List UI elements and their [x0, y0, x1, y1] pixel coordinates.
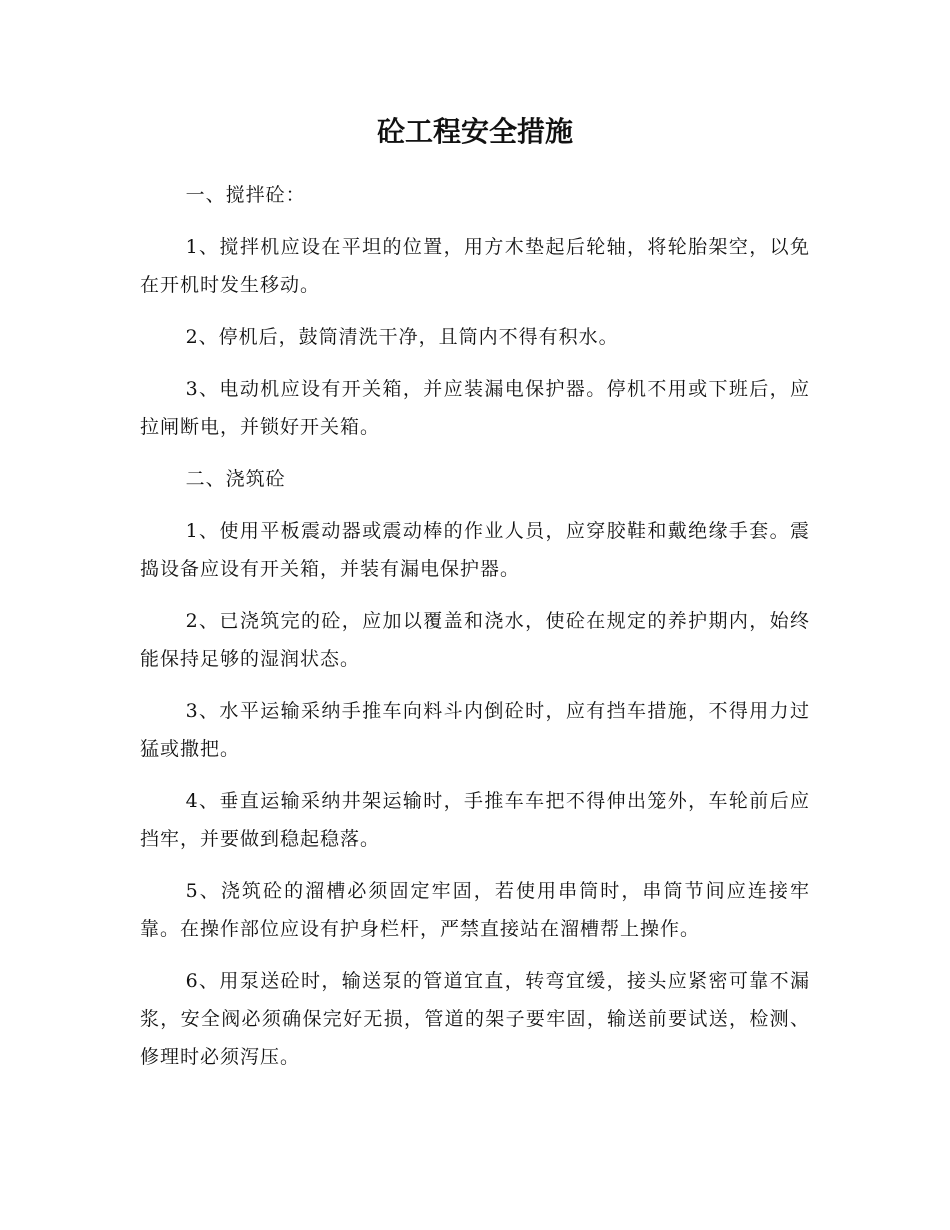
- paragraph: 3、电动机应设有开关箱，并应装漏电保护器。停机不用或下班后，应拉闸断电，并锁好开关箱。: [140, 378, 810, 438]
- document-title: 砼工程安全措施: [376, 115, 573, 148]
- paragraph: 5、浇筑砼的溜槽必须固定牢固，若使用串筒时，串筒节间应连接牢靠。在操作部位应设有护身栏杆，严禁直接站在溜槽帮上操作。: [140, 880, 810, 940]
- paragraph: 2、已浇筑完的砼，应加以覆盖和浇水，使砼在规定的养护期内，始终能保持足够的湿润状态。: [140, 610, 810, 670]
- paragraph: 3、水平运输采纳手推车向料斗内倒砼时，应有挡车措施，不得用力过猛或撒把。: [140, 700, 810, 760]
- section-heading-mixing: 一、搅拌砼：: [185, 184, 306, 206]
- paragraph: 4、垂直运输采纳井架运输时，手推车车把不得伸出笼外，车轮前后应挡牢，并要做到稳起稳落。: [140, 790, 810, 850]
- section-heading-pouring: 二、浇筑砼: [185, 468, 286, 490]
- paragraph: 1、搅拌机应设在平坦的位置，用方木垫起后轮轴，将轮胎架空，以免在开机时发生移动。: [140, 236, 810, 296]
- paragraph: 2、停机后，鼓筒清洗干净，且筒内不得有积水。: [185, 326, 619, 348]
- paragraph: 1、使用平板震动器或震动棒的作业人员，应穿胶鞋和戴绝缘手套。震捣设备应设有开关箱，并装有漏电保护器。: [140, 520, 810, 580]
- paragraph: 6、用泵送砼时，输送泵的管道宜直，转弯宜缓，接头应紧密可靠不漏浆，安全阀必须确保完好无损，管道的架子要牢固，输送前要试送，检测、修理时必须泻压。: [140, 970, 810, 1068]
